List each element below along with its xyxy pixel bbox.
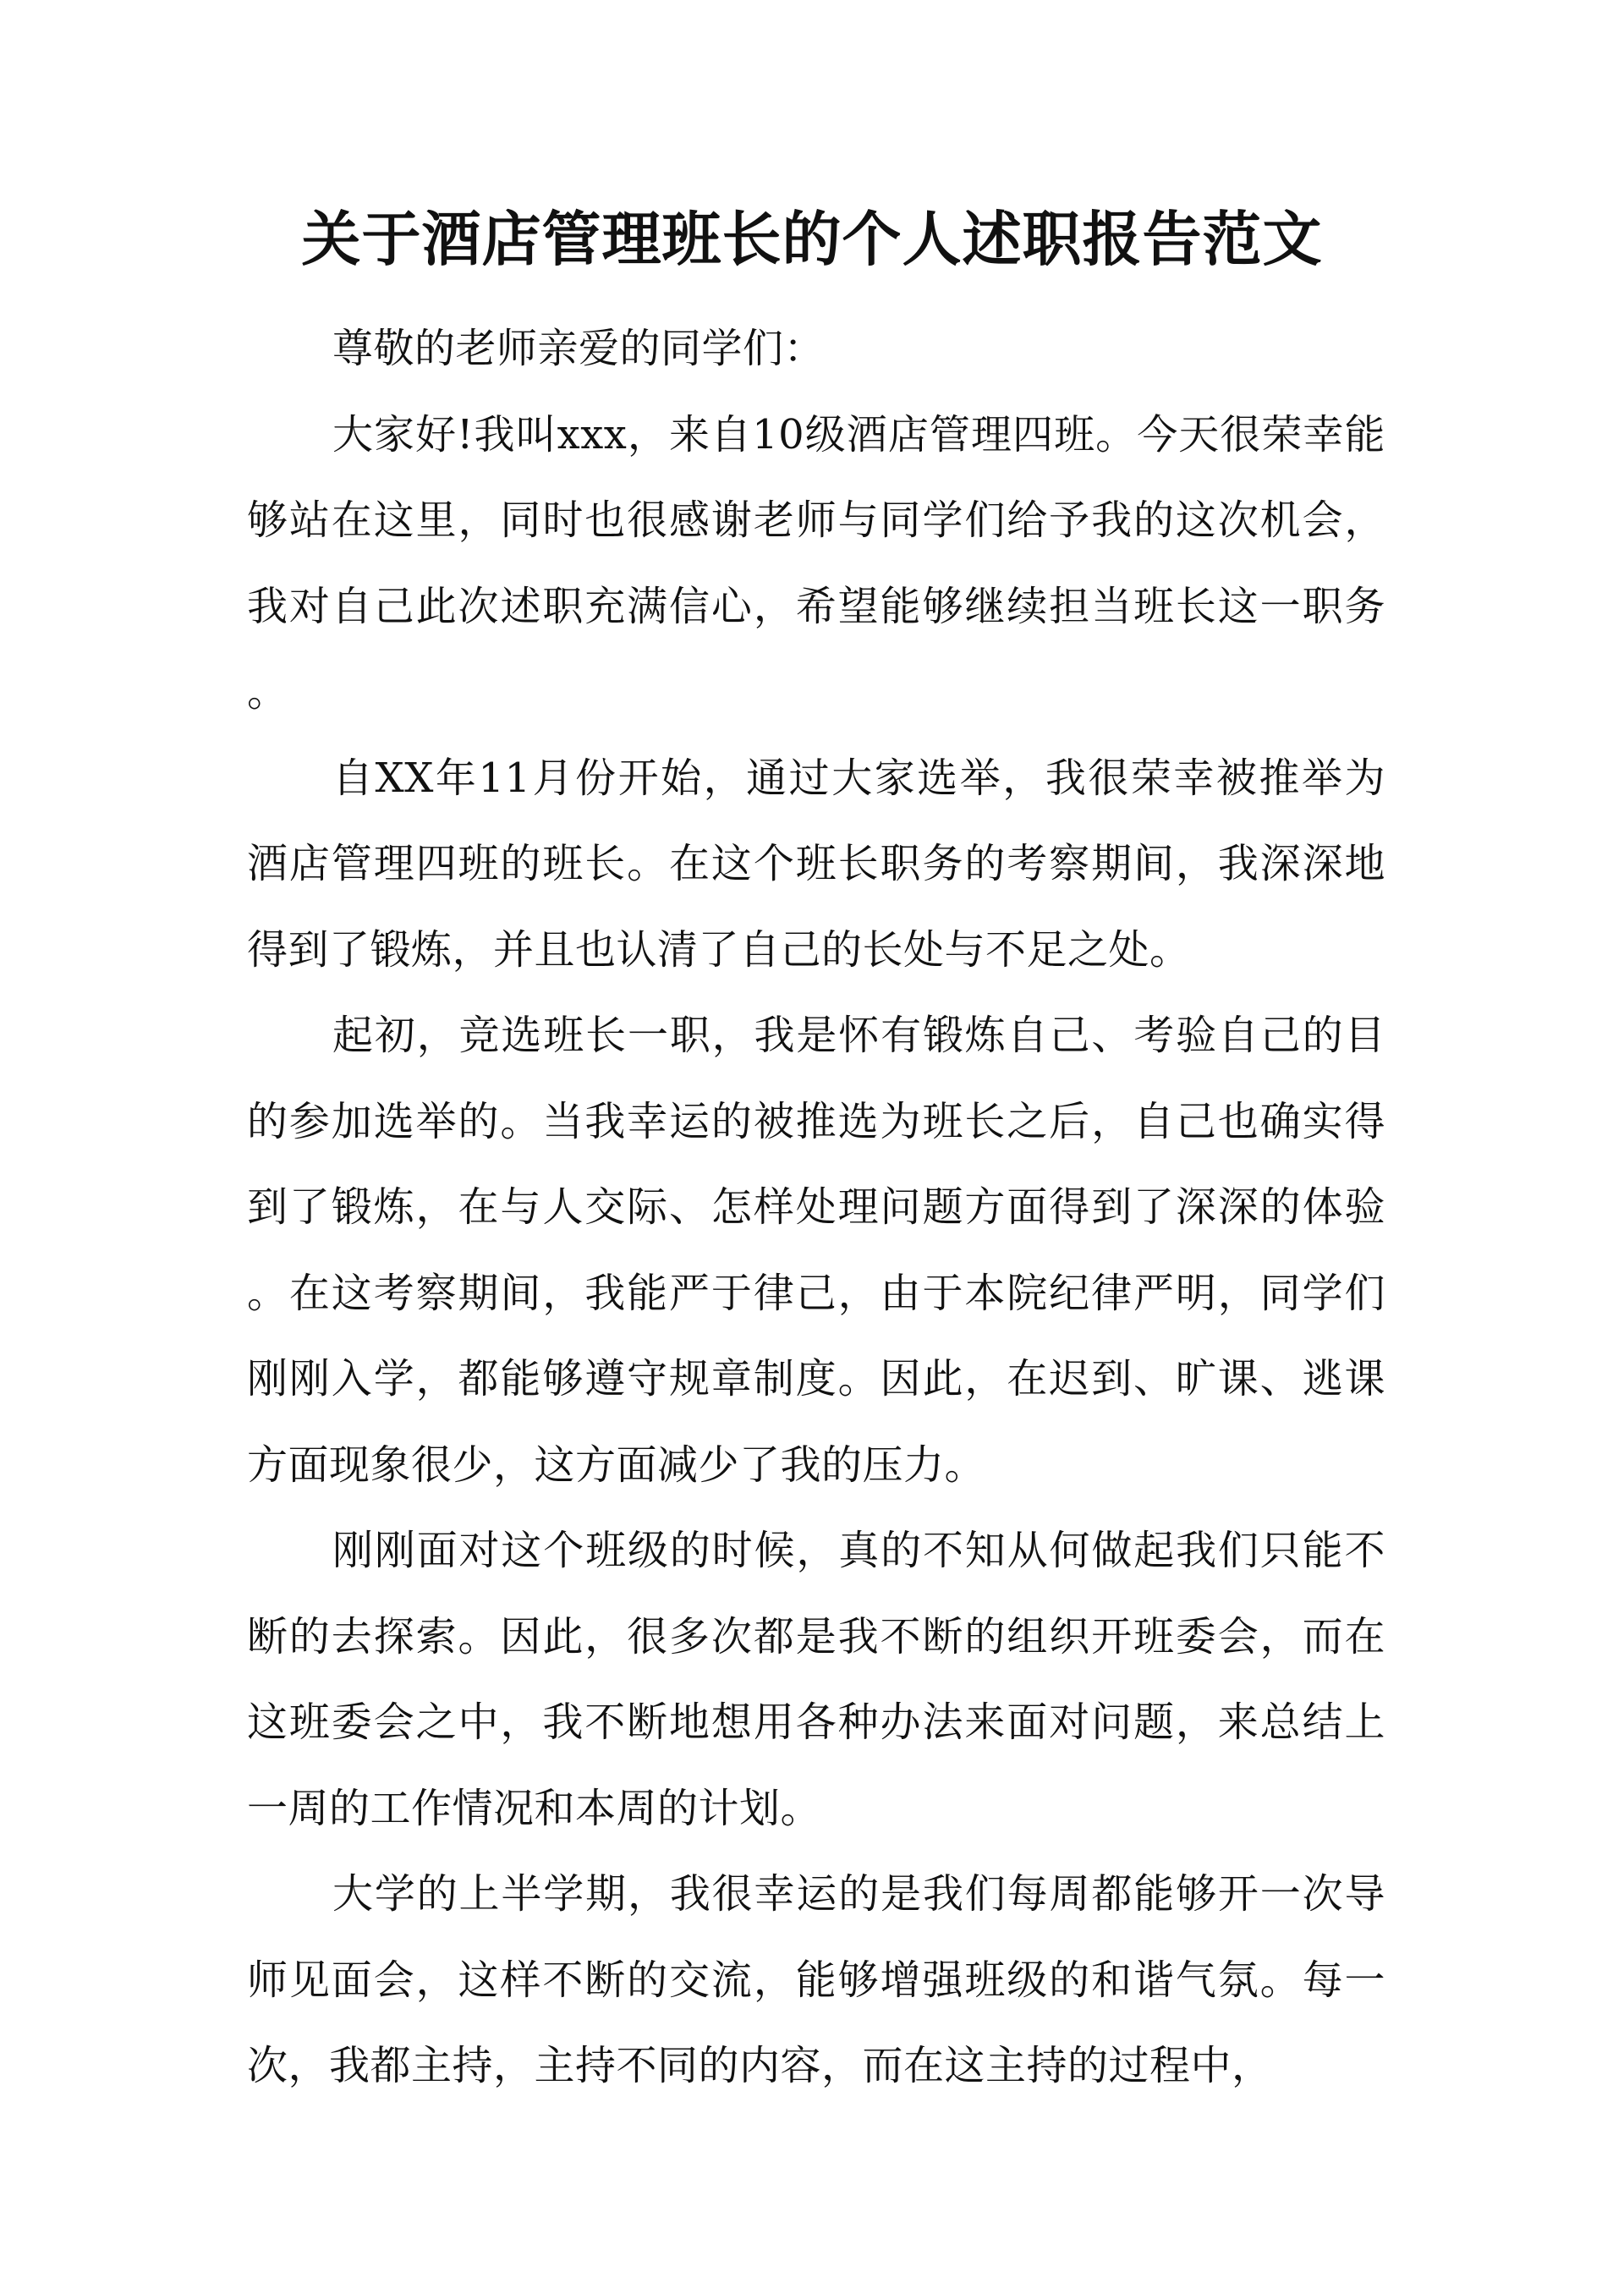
body-paragraph: 大学的上半学期，我很幸运的是我们每周都能够开一次导师见面会，这样不断的交流，能够增强班级的和谐气氛。每一次，我都主持，主持不同的内容，而在这主持的过程中， xyxy=(247,1870,1385,2089)
salutation-paragraph: 尊敬的老师亲爱的同学们： xyxy=(332,325,826,372)
body-paragraph: 大家好!我叫xxx，来自10级酒店管理四班。今天很荣幸能够站在这里，同时也很感谢老师与同学们给予我的这次机会，我对自己此次述职充满信心，希望能够继续担当班长这一职务。 xyxy=(247,410,1385,716)
body-paragraph: 刚刚面对这个班级的时候，真的不知从何做起我们只能不断的去探索。因此，很多次都是我不断的组织开班委会，而在这班委会之中，我不断地想用各种办法来面对问题，来总结上一周的工作情况和本周的计划。 xyxy=(247,1527,1385,1832)
document-title: 关于酒店管理班长的个人述职报告范文 xyxy=(301,204,1323,274)
body-paragraph: 自XX年11月份开始，通过大家选举，我很荣幸被推举为酒店管理四班的班长。在这个班长职务的考察期间，我深深地得到了锻炼，并且也认清了自己的长处与不足之处。 xyxy=(247,754,1385,974)
document-body xyxy=(247,306,1385,2110)
body-paragraph: 起初，竞选班长一职，我是怀有锻炼自己、考验自己的目的参加选举的。当我幸运的被推选为班长之后，自己也确实得到了锻炼，在与人交际、怎样处理问题方面得到了深深的体验。在这考察期间，我能严于律己，由于本院纪律严明，同学们刚刚入学，都能够遵守规章制度。因此，在迟到、旷课、逃课方面现象很少，这方面减少了我的压力。 xyxy=(247,1012,1385,1489)
